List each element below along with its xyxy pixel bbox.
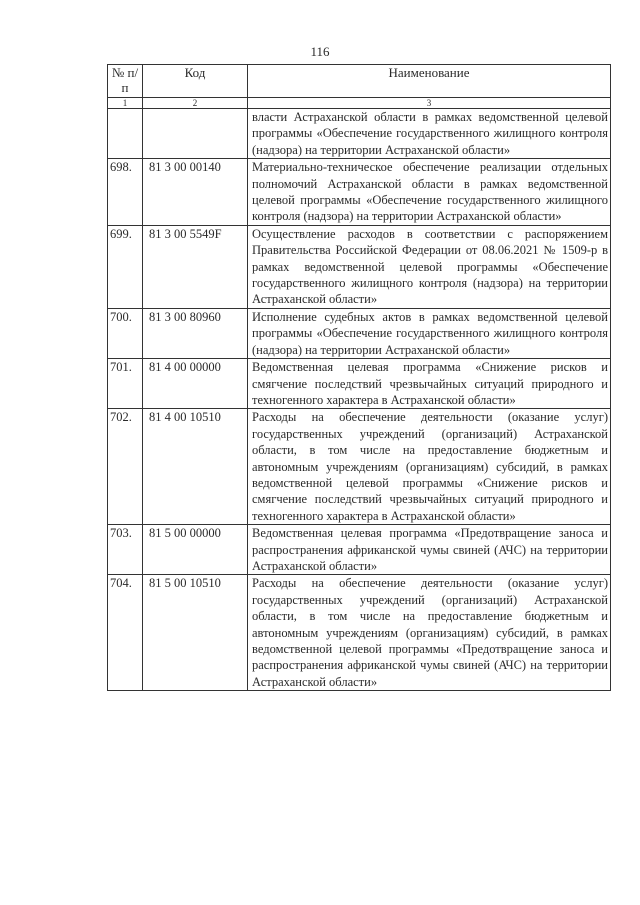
row-code: 81 4 00 10510 [143, 409, 248, 525]
table-row [108, 159, 611, 226]
table-row [108, 575, 611, 691]
row-number: 700. [108, 308, 143, 358]
row-code: 81 3 00 00140 [143, 159, 248, 226]
row-code [143, 109, 248, 159]
column-index: 3 [248, 98, 611, 109]
table-row [108, 359, 611, 409]
header-number: № п/п [108, 65, 143, 98]
row-name: Материально-техническое обеспечение реализации отдельных полномочий Астраханской области в рамках ведомственной целевой программы «Обеспечение государственного жилищного контроля (надзора) на территории Астраханской области» [248, 159, 611, 226]
row-number: 704. [108, 575, 143, 691]
row-name: Исполнение судебных актов в рамках ведомственной целевой программы «Обеспечение государственного жилищного контроля (надзора) на территории Астраханской области» [248, 308, 611, 358]
row-code: 81 5 00 00000 [143, 525, 248, 575]
row-name: власти Астраханской области в рамках ведомственной целевой программы «Обеспечение государственного жилищного контроля (надзора) на территории Астраханской области» [248, 109, 611, 159]
row-number [108, 109, 143, 159]
column-index: 1 [108, 98, 143, 109]
row-name: Ведомственная целевая программа «Снижение рисков и смягчение последствий чрезвычайных ситуаций природного и техногенного характера в Астраханской области» [248, 359, 611, 409]
table-row [108, 308, 611, 358]
row-code: 81 3 00 80960 [143, 308, 248, 358]
row-number: 698. [108, 159, 143, 226]
table-row [108, 525, 611, 575]
row-name: Расходы на обеспечение деятельности (оказание услуг) государственных учреждений (организаций) Астраханской области, в том числе на предоставление бюджетным и автономным учреждениям (организациям) субсидий, в рамках ведомственной целевой программы «Предотвращение заноса и распространения африканской чумы свиней (АЧС) на территории Астраханской области» [248, 575, 611, 691]
row-number: 702. [108, 409, 143, 525]
table-header-row [108, 65, 611, 98]
header-name: Наименование [248, 65, 611, 98]
page-number: 116 [310, 44, 330, 59]
column-index-row [108, 98, 611, 109]
row-name: Расходы на обеспечение деятельности (оказание услуг) государственных учреждений (организаций) Астраханской области, в том числе на предоставление бюджетным и автономным учреждениям (организациям) субсидий, в рамках ведомственной целевой программы «Снижение рисков и смягчение последствий чрезвычайных ситуаций природного и техногенного характера в Астраханской области» [248, 409, 611, 525]
row-name: Осуществление расходов в соответствии с распоряжением Правительства Российской Федерации от 08.06.2021 № 1509-р в рамках ведомственной целевой программы «Обеспечение государственного жилищного контроля (надзора) на территории Астраханской области» [248, 225, 611, 308]
header-code: Код [143, 65, 248, 98]
row-number: 703. [108, 525, 143, 575]
table-row [108, 409, 611, 525]
row-number: 699. [108, 225, 143, 308]
column-index: 2 [143, 98, 248, 109]
budget-code-table [107, 64, 611, 691]
row-name: Ведомственная целевая программа «Предотвращение заноса и распространения африканской чумы свиней (АЧС) на территории Астраханской области» [248, 525, 611, 575]
table-row [108, 225, 611, 308]
row-code: 81 3 00 5549F [143, 225, 248, 308]
table-row [108, 109, 611, 159]
row-code: 81 5 00 10510 [143, 575, 248, 691]
row-number: 701. [108, 359, 143, 409]
row-code: 81 4 00 00000 [143, 359, 248, 409]
